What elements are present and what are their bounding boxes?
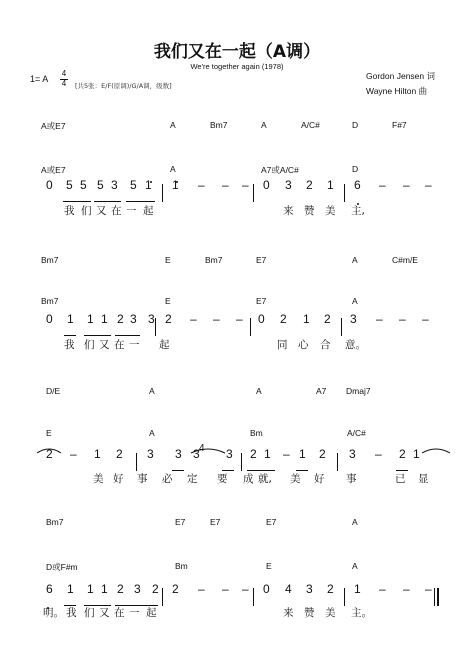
note-number: 2 [165,312,172,326]
chord-symbol: E [266,561,272,571]
chord-symbol: A/C# [347,428,366,438]
barline [341,318,342,336]
barline [162,588,163,606]
lyric-char: 一 [129,607,140,619]
lyric-char: 同 [277,339,288,351]
edition-note: [共5张：E/F(原调)/G/A调，级数] [75,82,172,90]
chord-symbol: D [352,164,359,174]
lyric-char: 就, [258,473,272,485]
lyric-char: 心 [298,339,309,351]
lyric-char: 我 [64,205,75,217]
note-number: 3 [175,447,182,461]
note-number: – [198,582,205,596]
note-number: 2 [399,447,406,461]
chord-symbol: Bm [250,428,263,438]
tie-arc [421,445,451,455]
lyric-char: 起 [159,339,170,351]
chord-symbol: Dmaj7 [346,386,371,396]
chord-symbol: F#7 [392,120,407,130]
lyric-char: 一 [129,339,140,351]
lyric-char: 成 [243,473,254,485]
note-number: 2 [117,582,124,596]
note-number: 2 [306,178,313,192]
chord-symbol: A [352,296,358,306]
barline [241,453,242,471]
note-number: 3 [130,312,137,326]
note-number: 0 [46,312,53,326]
note-number: – [422,312,429,326]
note-number: 2 [319,447,326,461]
note-number: 3 [306,582,313,596]
lyric-char: 在 [114,339,125,351]
song-title: 我们又在一起（A调） [153,42,321,62]
note-number: 1 [87,312,94,326]
note-number: 5 [130,178,137,192]
beam [94,201,121,202]
lyric-char: 又 [96,205,107,217]
chord-symbol: E7 [256,255,267,265]
time-signature-bottom: 4 [61,79,67,88]
note-number: – [403,178,410,192]
barline [250,318,251,336]
note-number: 0 [258,312,265,326]
note-number: 1 [354,582,361,596]
lyric-char: 要 [217,473,228,485]
beam [126,201,155,202]
lyric-char: 起 [146,607,157,619]
chord-symbol: E [165,255,171,265]
note-number: 2 [46,447,53,461]
lyric-char: 赞 [304,607,315,619]
note-number: – [70,447,77,461]
note-number: – [222,178,229,192]
note-number: 2 [152,582,159,596]
beam [63,201,91,202]
note-number: 1 [94,447,101,461]
note-number: – [425,582,432,596]
note-number: 1 [145,178,152,192]
note-number: 0 [263,178,270,192]
note-number: – [379,582,386,596]
chord-symbol: A [149,428,155,438]
note-number: 1 [327,178,334,192]
chord-symbol: E7 [175,517,186,527]
chord-symbol: Bm7 [46,517,64,527]
note-number: 3 [285,178,292,192]
final-barline-thick [437,588,439,606]
lyric-char: 好 [113,473,124,485]
chord-symbol: E [165,296,171,306]
chord-symbol: E [46,428,52,438]
lyric-char: 必 [162,473,173,485]
lyric-char: 美 [93,473,104,485]
grace-note: 4 [199,443,205,454]
note-number: 1 [87,582,94,596]
lyric-char: 又 [99,607,110,619]
beam [64,335,76,336]
barline [344,588,345,606]
note-number: 3 [349,447,356,461]
note-number: 3 [147,447,154,461]
note-number: 5 [97,178,104,192]
composer-credit: Wayne Hilton 曲 [366,86,428,96]
lyric-char: 们 [84,607,95,619]
lyric-char: 事 [137,473,148,485]
note-number: – [379,178,386,192]
note-number: 5 [66,178,73,192]
barline [253,184,254,202]
barline [253,588,254,606]
chord-symbol: A [170,120,176,130]
note-number: 3 [193,447,200,461]
note-number: – [222,582,229,596]
note-number: 6 [354,178,361,192]
lyric-char: 意。 [345,339,366,351]
note-number: 3 [226,447,233,461]
chord-symbol: Bm [175,561,188,571]
note-number: 2 [327,582,334,596]
song-subtitle: We're together again (1978) [190,62,284,71]
chord-symbol: A或E7 [41,165,66,175]
barline [337,453,338,471]
note-number: 3 [148,312,155,326]
note-number: – [242,582,249,596]
note-number: – [375,447,382,461]
note-number: 3 [350,312,357,326]
note-number: 6 [46,582,53,596]
note-number: 2 [117,312,124,326]
chord-symbol: E7 [266,517,277,527]
note-number: – [403,582,410,596]
note-number: 1 [67,312,74,326]
note-number: 1 [264,447,271,461]
final-barline [434,588,435,606]
note-number: 0 [263,582,270,596]
note-number: – [376,312,383,326]
barline [162,184,163,202]
chord-symbol: A/C# [301,120,320,130]
chord-symbol: A [149,386,155,396]
note-number: 2 [324,312,331,326]
note-number: – [213,312,220,326]
lyric-char: 又 [99,339,110,351]
lyric-char: 已 [395,473,406,485]
note-number: – [425,178,432,192]
note-number: 2 [172,582,179,596]
chord-symbol: Bm7 [41,255,59,265]
note-number: – [283,447,290,461]
note-number: 0 [46,178,53,192]
note-number: – [399,312,406,326]
chord-symbol: A [170,164,176,174]
time-signature [60,70,68,88]
chord-symbol: A7或A/C# [261,165,299,175]
lyric-char: 们 [84,339,95,351]
note-number: 2 [280,312,287,326]
note-number: 1 [172,178,179,192]
lyric-char: 们 [81,205,92,217]
note-number: 5 [80,178,87,192]
lyric-char: 我 [66,607,77,619]
note-number: – [242,178,249,192]
barline [344,184,345,202]
note-number: 1 [101,312,108,326]
chord-symbol: D/E [46,386,61,396]
chord-symbol: Bm7 [205,255,223,265]
lyric-char: 主。 [351,607,372,619]
chord-symbol: A7 [316,386,327,396]
lyric-char: 在 [111,205,122,217]
chord-symbol: E7 [210,517,221,527]
chord-symbol: C#m/E [392,255,418,265]
lyric-char: 明。 [43,607,64,619]
note-number: 1 [101,582,108,596]
lyric-char: 来 [283,205,294,217]
chord-symbol: A或E7 [41,121,66,131]
lyric-char: 事 [346,473,357,485]
note-number: – [198,178,205,192]
barline [136,453,137,471]
chord-symbol: Bm7 [41,296,59,306]
lyric-char: 来 [283,607,294,619]
beam [172,470,184,471]
lyric-char: 美 [325,205,336,217]
chord-symbol: A [352,517,358,527]
lyric-char: 赞 [304,205,315,217]
chord-symbol: A [352,561,358,571]
note-number: 3 [111,178,118,192]
lyricist-credit: Gordon Jensen 词 [366,71,435,81]
note-number: 2 [116,447,123,461]
chord-symbol: D [352,120,359,130]
time-signature-top: 4 [61,69,67,78]
lyric-char: 主, [351,205,365,217]
chord-symbol: D或F#m [46,562,78,572]
chord-symbol: Bm7 [210,120,228,130]
lyric-char: 好 [314,473,325,485]
lyric-char: 美 [290,473,301,485]
barline [155,318,156,336]
beam [115,335,140,336]
note-number: 2 [250,447,257,461]
lyric-char: 我 [64,339,75,351]
note-number: – [190,312,197,326]
lyric-char: 合 [320,339,331,351]
note-number: 1 [299,447,306,461]
lyric-char: 起 [143,205,154,217]
lyric-char: 一 [126,205,137,217]
note-number: 1 [413,447,420,461]
lyric-char: 美 [325,607,336,619]
chord-symbol: A [352,255,358,265]
lyric-char: 在 [114,607,125,619]
lyric-char: 显 [418,473,429,485]
note-number: – [236,312,243,326]
beam [84,335,111,336]
lyric-char: 定 [187,473,198,485]
note-number: 1 [303,312,310,326]
key-signature: 1= A [30,74,49,84]
note-number: 1 [67,582,74,596]
note-number: 4 [285,582,292,596]
note-number: 3 [134,582,141,596]
chord-symbol: E7 [256,296,267,306]
chord-symbol: A [256,386,262,396]
chord-symbol: A [261,120,267,130]
